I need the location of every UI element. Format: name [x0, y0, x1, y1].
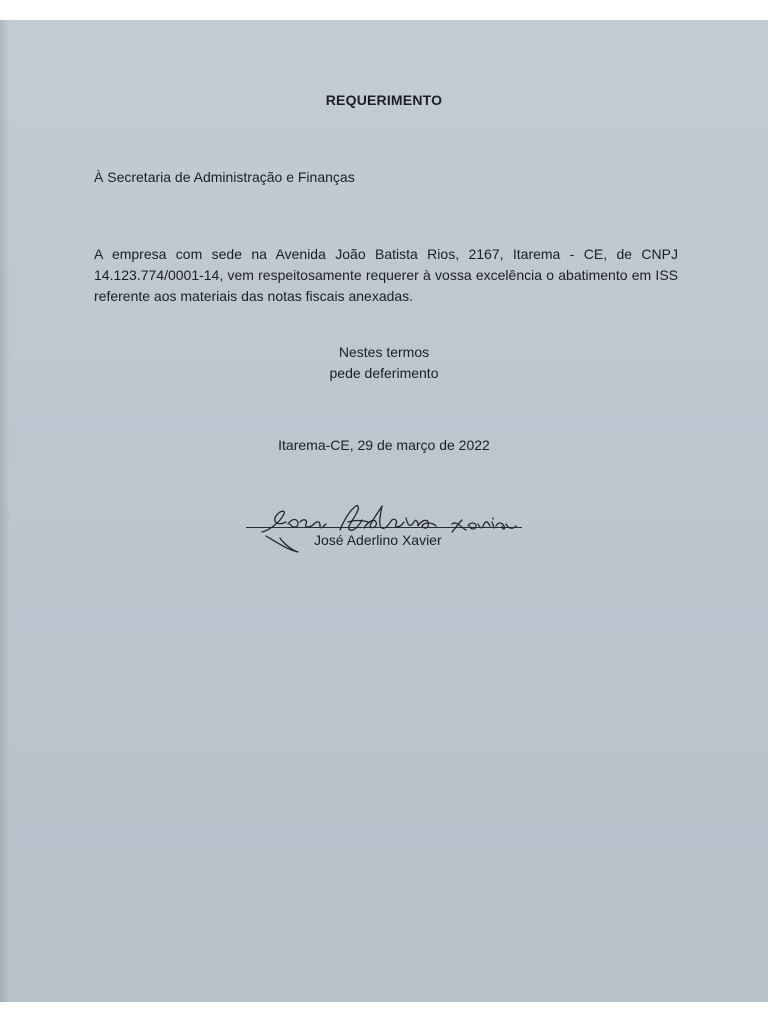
- place-and-date: Itarema-CE, 29 de março de 2022: [278, 437, 490, 453]
- signer-name: José Aderlino Xavier: [314, 532, 442, 548]
- signature-text: José Aderlino Xavier: [240, 492, 250, 493]
- closing-block: [0, 342, 768, 384]
- signature-line: [246, 527, 522, 528]
- page-edge-shadow: [0, 20, 10, 1002]
- closing-line-1: Nestes termos: [338, 344, 430, 360]
- request-body-paragraph: A empresa com sede na Avenida João Batista Rios, 2167, Itarema - CE, de CNPJ 14.123.774/0001-14, vem respeitosamente requerer à vossa excelência o abatimento em ISS referente aos materiais das notas fiscais anexadas.: [94, 246, 678, 304]
- document-title: REQUERIMENTO: [325, 92, 443, 108]
- document-page: [0, 20, 768, 1002]
- addressee-line: À Secretaria de Administração e Finanças: [94, 169, 355, 185]
- closing-line-2: pede deferimento: [329, 365, 439, 381]
